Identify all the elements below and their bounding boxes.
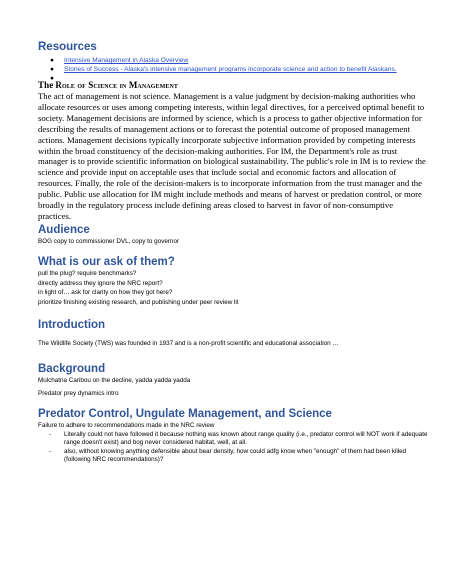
predator-dash-list xyxy=(38,431,428,465)
background-line: Predator prey dynamics intro xyxy=(38,389,119,397)
ask-line: prioritize finishing existing research, and publishing under peer review lit xyxy=(38,298,239,306)
list-item xyxy=(50,56,428,65)
predator-item-text: also, without knowing anything defensible about bear density, how could adfg know when "enough" of them had been killed (following NRC recommendations)? xyxy=(64,447,407,464)
link-stories-of-success[interactable]: Stories of Success - Alaska's intensive management programs incorporate science and action to benefit Alaskans. xyxy=(64,66,397,73)
document-page xyxy=(38,40,428,465)
ask-line: in light of… ask for clarity on how they got here? xyxy=(38,289,173,297)
ask-line: pull the plug? require benchmarks? xyxy=(38,270,137,278)
resources-link-list xyxy=(38,56,428,82)
link-intensive-management-overview[interactable]: Intensive Management in Alaska Overview xyxy=(64,57,189,64)
role-title-pre: The xyxy=(38,80,54,90)
role-title-main: Role of Science in Management xyxy=(55,80,178,90)
role-body-paragraph: The act of management is not science. Management is a value judgment by decision-making authorities who allocate resources or uses among competing interests, within legal directives, for a perceived optimal benefit to society. Management decisions are informed by science, which is a process to gather objective information for describing the results of management actions or to forecast the potential outcome of proposed management actions. Management decisions typically incorporate subjective information provided by competing interests within the broad constituency of the decision-making authorities. For IM, the Department's role as trust manager is to provide scientific information on biological sustainability. The public's role in IM is to review the science and provide input on acceptable uses that include social and economic factors and allocation of resources. Finally, the role of the decision-makers is to incorporate information from the trust manager and the public. Public use allocation for IM might include methods and means of harvest or predation control, or more broadly in the regulatory process include defining areas closed to harvest in favor of non-consumptive practices. xyxy=(38,91,426,221)
predator-item-text: Literally could not have followed it because nothing was known about range quality (i.e., predator control will NOT work if adequate range doesn't exist) and bog never considered habitat, well, at all. xyxy=(64,430,428,447)
role-section-title xyxy=(38,80,428,90)
list-item xyxy=(38,448,428,465)
resources-heading: Resources xyxy=(38,41,97,53)
list-item xyxy=(38,431,428,448)
audience-heading: Audience xyxy=(38,223,90,236)
list-item xyxy=(50,65,428,74)
dash-bullet-icon: - xyxy=(49,447,52,455)
dash-bullet-icon: - xyxy=(49,430,52,438)
ask-heading: What is our ask of them? xyxy=(38,256,175,269)
bullet-icon: ● xyxy=(50,57,54,64)
background-heading: Background xyxy=(38,363,106,376)
introduction-text: The Wildlife Society (TWS) was founded in 1937 and is a non-profit scientific and educational association … xyxy=(38,339,339,347)
introduction-heading: Introduction xyxy=(38,318,106,331)
bullet-icon: ● xyxy=(50,66,54,73)
bullet-icon: ● xyxy=(50,75,54,82)
ask-line: directly address they ignore the NRC report? xyxy=(38,279,163,287)
predator-control-heading: Predator Control, Ungulate Management, and Science xyxy=(38,408,332,421)
predator-intro: Failure to adhere to recommendations made in the NRC review xyxy=(38,422,215,430)
audience-text: BOG copy to commissioner DVL, copy to governor xyxy=(38,237,180,245)
background-line: Mulchatna Caribou on the decline, yadda yadda yadda xyxy=(38,377,191,385)
